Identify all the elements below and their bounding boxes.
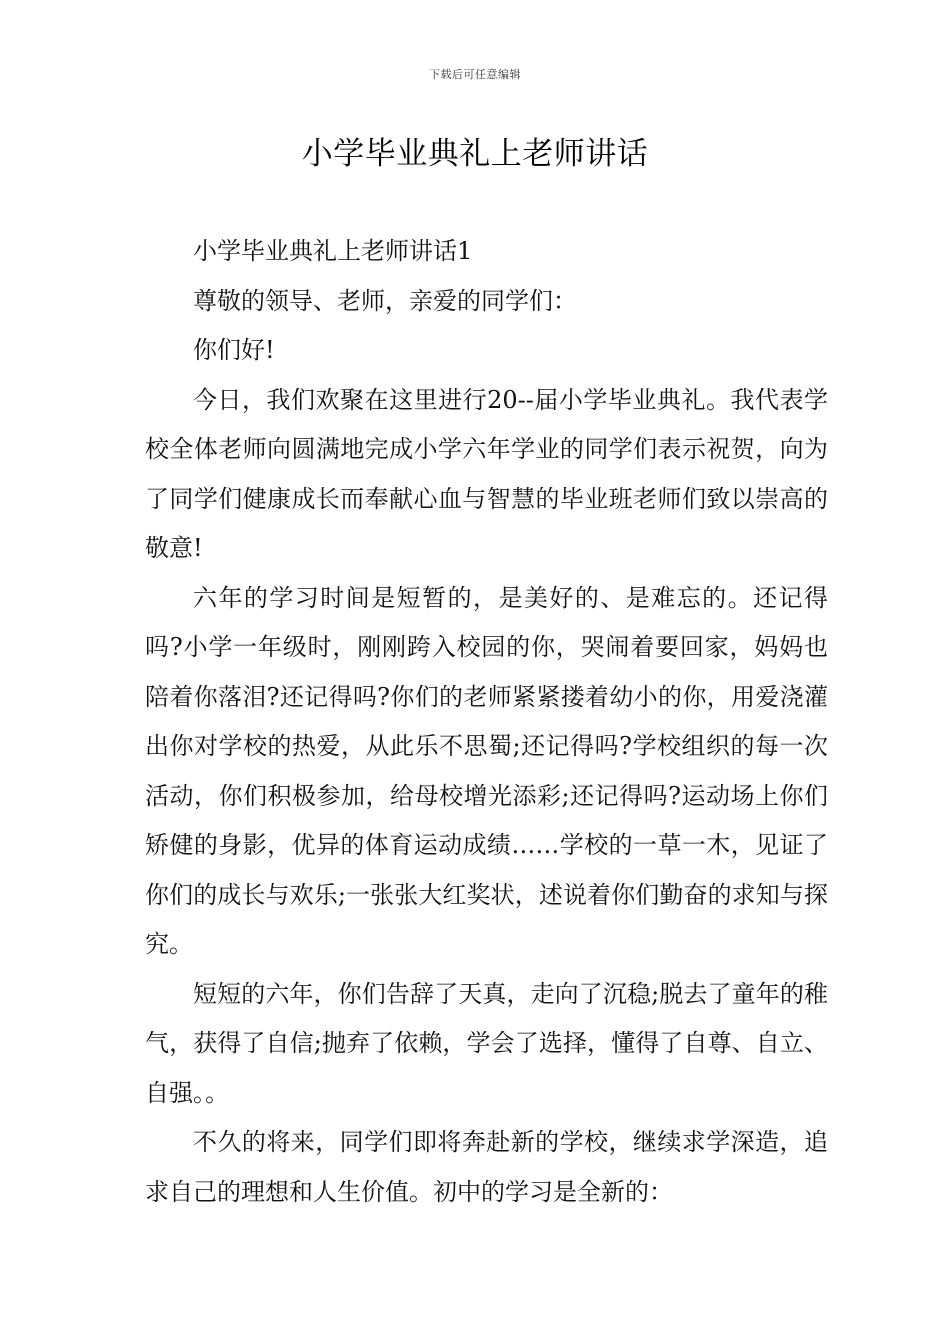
- body-paragraph: 短短的六年，你们告辞了天真，走向了沉稳;脱去了童年的稚气，获得了自信;抛弃了依赖，学会了选择，懂得了自尊、自立、自强。。: [145, 979, 828, 1107]
- body-paragraph: 不久的将来，同学们即将奔赴新的学校，继续求学深造，追求自己的理想和人生价值。初中的学习是全新的：: [145, 1128, 828, 1206]
- header-note: 下载后可任意编辑: [429, 68, 521, 81]
- document-title: 小学毕业典礼上老师讲话: [301, 136, 649, 172]
- document-body: [145, 227, 828, 1217]
- greeting-paragraph: 你们好!: [193, 336, 275, 364]
- salutation-paragraph: 尊敬的领导、老师，亲爱的同学们：: [193, 286, 577, 315]
- body-paragraph: 六年的学习时间是短暂的，是美好的、是难忘的。还记得吗?小学一年级时，刚刚跨入校园的你，哭闹着要回家，妈妈也陪着你落泪?还记得吗?你们的老师紧紧搂着幼小的你，用爱浇灌出你对学校的热爱，从此乐不思蜀;还记得吗?学校组织的每一次活动，你们积极参加，给母校增光添彩;还记得吗?运动场上你们矫健的身影，优异的体育运动成绩……学校的一草一木，见证了你们的成长与欢乐;一张张大红奖状，述说着你们勤奋的求知与探究。: [145, 583, 828, 958]
- subtitle-paragraph: 小学毕业典礼上老师讲话1: [193, 237, 473, 265]
- body-paragraph: 今日，我们欢聚在这里进行20--届小学毕业典礼。我代表学校全体老师向圆满地完成小学六年学业的同学们表示祝贺，向为了同学们健康成长而奉献心血与智慧的毕业班老师们致以崇高的敬意!: [145, 385, 828, 562]
